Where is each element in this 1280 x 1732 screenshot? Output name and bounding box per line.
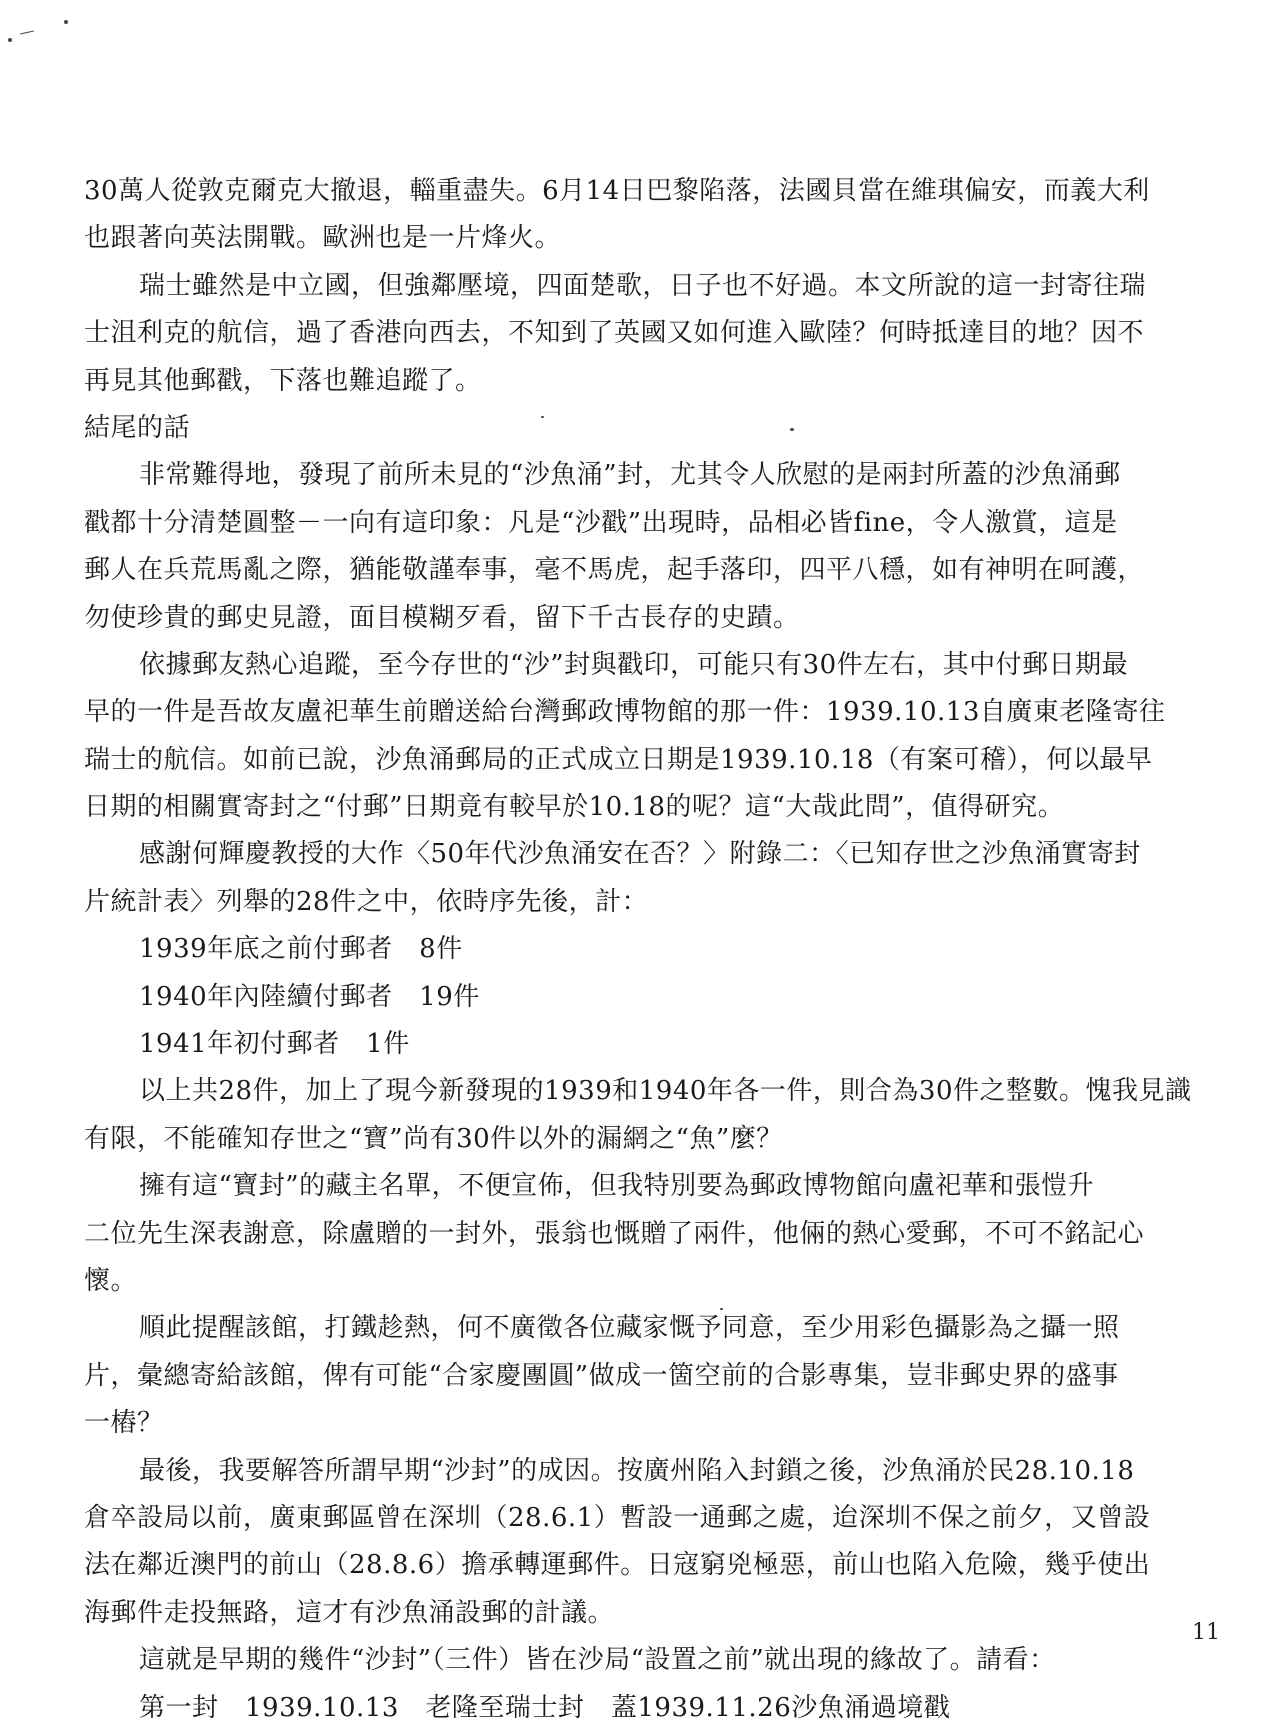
body-line: 順此提醒該館，打鐵趁熱，何不廣徵各位藏家慨予同意，至少用彩色攝影為之攝一照 bbox=[139, 1313, 1120, 1344]
page-number: 11 bbox=[1192, 1620, 1220, 1645]
body-line: 郵人在兵荒馬亂之際，猶能敬謹奉事，毫不馬虎，起手落印，四平八穩，如有神明在呵護， bbox=[84, 555, 1145, 586]
body-line: 非常難得地，發現了前所未見的“沙魚涌”封，尤其令人欣慰的是兩封所蓋的沙魚涌郵 bbox=[139, 460, 1121, 491]
body-line: 倉卒設局以前，廣東郵區曾在深圳（28.6.1）暫設一通郵之處，迨深圳不保之前夕，又曾設 bbox=[84, 1502, 1151, 1533]
body-line: 感謝何輝慶教授的大作〈50年代沙魚涌安在否？〉附錄二：〈已知存世之沙魚涌實寄封 bbox=[139, 839, 1141, 870]
scan-speck bbox=[8, 38, 12, 42]
body-line: 片，彙總寄給該館，俾有可能“合家慶團圓”做成一箇空前的合影專集，豈非郵史界的盛事 bbox=[84, 1360, 1119, 1391]
body-line: 以上共28件，加上了現今新發現的1939和1940年各一件，則合為30件之整數。愧我見識 bbox=[139, 1076, 1192, 1107]
body-line: 勿使珍貴的郵史見證，面目模糊歹看，留下千古長存的史蹟。 bbox=[84, 602, 800, 633]
body-line: 擁有這“寶封”的藏主名單，不便宣佈，但我特別要為郵政博物館向盧祀華和張愷升 bbox=[139, 1171, 1095, 1202]
body-line: 瑞士雖然是中立國，但強鄰壓境，四面楚歌，日子也不好過。本文所說的這一封寄往瑞 bbox=[139, 270, 1147, 301]
body-line: 二位先生深表謝意，除盧贈的一封外，張翁也慨贈了兩件，他倆的熱心愛郵，不可不銘記心 bbox=[84, 1218, 1145, 1249]
body-line: 戳都十分清楚圓整－一向有這印象：凡是“沙戳”出現時，品相必皆fine，令人激賞，這是 bbox=[84, 507, 1118, 538]
body-line: 片統計表〉列舉的28件之中，依時序先後，計： bbox=[84, 886, 649, 917]
body-line: 30萬人從敦克爾克大撤退，輜重盡失。6月14日巴黎陷落，法國貝當在維琪偏安，而義大利 bbox=[84, 176, 1150, 206]
article-body bbox=[84, 168, 1194, 1732]
body-line: 再見其他郵戳，下落也難追蹤了。 bbox=[84, 365, 482, 396]
body-line: 懷。 bbox=[84, 1265, 138, 1296]
body-line: 瑞士的航信。如前已說，沙魚涌郵局的正式成立日期是1939.10.18（有案可稽），何以最早 bbox=[84, 744, 1153, 775]
body-line: 海郵件走投無路，這才有沙魚涌設郵的計議。 bbox=[84, 1597, 615, 1628]
body-line: 第一封 1939.10.13 老隆至瑞士封 蓋1939.11.26沙魚涌過境戳 bbox=[139, 1692, 951, 1723]
body-line: 依據郵友熱心追蹤，至今存世的“沙”封與戳印，可能只有30件左右，其中付郵日期最 bbox=[139, 649, 1129, 680]
body-line: 有限，不能確知存世之“寶”尚有30件以外的漏網之“魚”麼？ bbox=[84, 1123, 783, 1154]
list-item: 1940年內陸續付郵者 19件 bbox=[139, 981, 480, 1012]
body-line: 這就是早期的幾件“沙封”（三件）皆在沙局“設置之前”就出現的緣故了。請看： bbox=[139, 1645, 1056, 1676]
body-line: 日期的相關實寄封之“付郵”日期竟有較早於10.18的呢？這“大哉此問”，值得研究。 bbox=[84, 792, 1065, 823]
body-line: 也跟著向英法開戰。歐洲也是一片烽火。 bbox=[84, 223, 562, 254]
scan-speck bbox=[64, 20, 68, 24]
body-line: 一樁？ bbox=[84, 1408, 164, 1439]
body-line: 最後，我要解答所謂早期“沙封”的成因。按廣州陷入封鎖之後，沙魚涌於民28.10.18 bbox=[139, 1455, 1135, 1486]
list-item: 1939年底之前付郵者 8件 bbox=[139, 934, 463, 965]
body-line: 早的一件是吾故友盧祀華生前贈送給台灣郵政博物館的那一件：1939.10.13自廣東老隆寄往 bbox=[84, 697, 1166, 728]
body-line: 法在鄰近澳門的前山（28.8.6）擔承轉運郵件。日寇窮兇極惡，前山也陷入危險，幾乎使出 bbox=[84, 1550, 1151, 1581]
section-heading: 結尾的話 bbox=[84, 412, 191, 443]
list-item: 1941年初付郵者 1件 bbox=[139, 1029, 410, 1060]
body-line: 士沮利克的航信，過了香港向西去，不知到了英國又如何進入歐陸？何時抵達目的地？因不 bbox=[84, 318, 1145, 349]
scan-speck bbox=[20, 31, 34, 35]
